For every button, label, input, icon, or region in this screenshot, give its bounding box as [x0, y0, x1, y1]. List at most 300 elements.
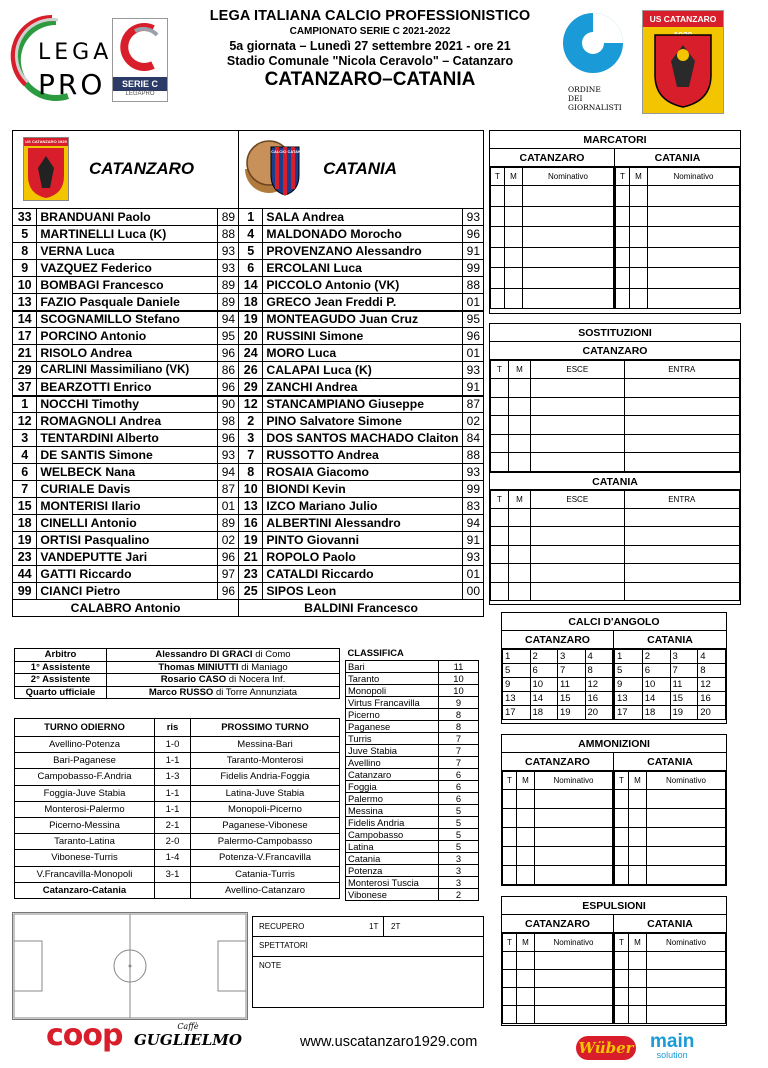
- grid-cell[interactable]: [491, 379, 509, 398]
- standings-row: [346, 780, 479, 792]
- grid-cell[interactable]: [615, 952, 629, 970]
- calci-angolo-box: [501, 612, 727, 724]
- corner-cell[interactable]: 17: [503, 706, 531, 720]
- match-result: 3-1: [155, 866, 191, 882]
- grid-cell[interactable]: [629, 828, 647, 847]
- home-player-year: 02: [217, 532, 238, 549]
- grid-cell[interactable]: [531, 508, 625, 527]
- grid-cell[interactable]: [624, 582, 739, 601]
- away-player-name: ROSAIA Giacomo: [263, 464, 462, 481]
- classifica-title: CLASSIFICA: [347, 647, 404, 659]
- away-team-name: CATANIA: [323, 159, 398, 178]
- grid-row: [491, 206, 614, 227]
- grid-cell[interactable]: [523, 186, 614, 207]
- grid-cell[interactable]: [517, 970, 535, 988]
- grid-row: [616, 268, 740, 289]
- grid-cell[interactable]: [535, 988, 613, 1006]
- grid-cell[interactable]: [629, 809, 647, 828]
- grid-cell[interactable]: [517, 1006, 535, 1024]
- grid-cell[interactable]: [615, 970, 629, 988]
- turni-table: [14, 718, 340, 899]
- grid-cell[interactable]: [509, 527, 531, 546]
- espulsioni-away-grid: [614, 933, 726, 1024]
- official-name: Alessandro DI GRACI: [155, 649, 253, 661]
- corner-cell[interactable]: 2: [642, 650, 670, 664]
- corner-cell[interactable]: 20: [698, 706, 726, 720]
- corner-cell[interactable]: 7: [670, 664, 698, 678]
- league-title: LEGA ITALIANA CALCIO PROFESSIONISTICO: [209, 8, 531, 24]
- catania-crest-icon: [241, 139, 303, 199]
- grid-cell[interactable]: [616, 227, 630, 248]
- odg-line3: GIORNALISTI: [568, 103, 622, 112]
- corner-cell[interactable]: 18: [530, 706, 558, 720]
- corner-cell[interactable]: 1: [615, 650, 643, 664]
- away-player-name: MALDONADO Morocho: [263, 226, 462, 243]
- match-result: 1-3: [155, 769, 191, 785]
- grid-cell[interactable]: [491, 206, 505, 227]
- grid-cell[interactable]: [531, 582, 625, 601]
- corner-row: [503, 650, 613, 664]
- grid-row: [615, 790, 726, 809]
- match-result: 1-1: [155, 801, 191, 817]
- away-player-number: 1: [239, 209, 263, 226]
- grid-cell[interactable]: [491, 564, 509, 583]
- away-player-name: GRECO Jean Freddi P.: [263, 294, 462, 311]
- corner-cell[interactable]: 19: [670, 706, 698, 720]
- grid-cell[interactable]: [491, 397, 509, 416]
- away-player-name: ROPOLO Paolo: [263, 549, 462, 566]
- grid-cell[interactable]: [624, 416, 739, 435]
- grid-cell[interactable]: [531, 416, 625, 435]
- grid-cell[interactable]: [491, 527, 509, 546]
- classifica-table: [345, 646, 479, 901]
- grid-header-m: M: [629, 772, 647, 790]
- away-player-number: 26: [239, 362, 263, 379]
- home-player-name: CINELLI Antonio: [37, 515, 217, 532]
- home-player-name: FAZIO Pasquale Daniele: [37, 294, 217, 311]
- grid-cell[interactable]: [624, 564, 739, 583]
- grid-cell[interactable]: [616, 268, 630, 289]
- fixture-row: [15, 769, 340, 785]
- grid-cell[interactable]: [505, 227, 523, 248]
- grid-cell[interactable]: [517, 952, 535, 970]
- grid-row: [503, 1006, 613, 1024]
- corner-cell[interactable]: 4: [698, 650, 726, 664]
- grid-cell[interactable]: [523, 206, 614, 227]
- grid-cell[interactable]: [523, 268, 614, 289]
- home-player-number: 9: [13, 260, 37, 277]
- corner-cell[interactable]: 1: [503, 650, 531, 664]
- sost-header-t: T: [491, 361, 509, 379]
- grid-row: [616, 186, 740, 207]
- grid-row: [615, 847, 726, 866]
- grid-row: [491, 288, 614, 309]
- corner-row: [503, 692, 613, 706]
- grid-row: [616, 206, 740, 227]
- away-player-year: 99: [462, 481, 484, 498]
- grid-cell[interactable]: [615, 828, 629, 847]
- grid-cell[interactable]: [491, 268, 505, 289]
- corner-cell[interactable]: 11: [558, 678, 586, 692]
- current-match: V.Francavilla-Monopoli: [15, 866, 155, 882]
- grid-cell[interactable]: [491, 508, 509, 527]
- grid-cell[interactable]: [503, 952, 517, 970]
- grid-cell[interactable]: [624, 453, 739, 472]
- grid-cell[interactable]: [624, 545, 739, 564]
- grid-cell[interactable]: [624, 508, 739, 527]
- home-player-number: 6: [13, 464, 37, 481]
- grid-header-nom: Nominativo: [535, 772, 613, 790]
- grid-cell[interactable]: [509, 453, 531, 472]
- home-player-number: 19: [13, 532, 37, 549]
- grid-cell[interactable]: [491, 247, 505, 268]
- grid-cell[interactable]: [535, 970, 613, 988]
- lineup-row: [13, 226, 484, 243]
- match-result: 1-4: [155, 850, 191, 866]
- corner-cell[interactable]: 18: [642, 706, 670, 720]
- grid-cell[interactable]: [491, 288, 505, 309]
- standings-row: [346, 732, 479, 744]
- grid-cell[interactable]: [616, 186, 630, 207]
- grid-cell[interactable]: [630, 186, 648, 207]
- grid-cell[interactable]: [531, 545, 625, 564]
- serie-c-label: SERIE C: [113, 77, 167, 91]
- grid-cell[interactable]: [647, 952, 726, 970]
- grid-cell[interactable]: [624, 379, 739, 398]
- grid-cell[interactable]: [535, 1006, 613, 1024]
- grid-cell[interactable]: [523, 247, 614, 268]
- lineup-row: [13, 532, 484, 549]
- grid-cell[interactable]: [491, 186, 505, 207]
- grid-cell[interactable]: [624, 434, 739, 453]
- corner-cell[interactable]: 7: [558, 664, 586, 678]
- grid-cell[interactable]: [629, 952, 647, 970]
- grid-cell[interactable]: [647, 1006, 726, 1024]
- grid-cell[interactable]: [630, 247, 648, 268]
- marcatori-home-title: CATANZARO: [490, 149, 614, 167]
- grid-header-t: T: [616, 168, 630, 186]
- home-player-name: MONTERISI Ilario: [37, 498, 217, 515]
- corner-cell[interactable]: 9: [503, 678, 531, 692]
- lineup-row: [13, 481, 484, 498]
- grid-cell[interactable]: [491, 582, 509, 601]
- grid-cell[interactable]: [648, 186, 740, 207]
- grid-cell[interactable]: [648, 206, 740, 227]
- grid-cell[interactable]: [629, 1006, 647, 1024]
- grid-cell[interactable]: [648, 268, 740, 289]
- next-match: Catania-Turris: [191, 866, 340, 882]
- corner-cell[interactable]: 8: [698, 664, 726, 678]
- home-player-number: 18: [13, 515, 37, 532]
- grid-cell[interactable]: [615, 790, 629, 809]
- grid-cell[interactable]: [629, 866, 647, 885]
- grid-cell[interactable]: [647, 847, 726, 866]
- home-player-year: 96: [217, 549, 238, 566]
- grid-cell[interactable]: [509, 416, 531, 435]
- corner-cell[interactable]: 3: [558, 650, 586, 664]
- grid-row: [503, 866, 613, 885]
- grid-cell[interactable]: [517, 866, 535, 885]
- grid-row: [491, 268, 614, 289]
- current-match: Vibonese-Turris: [15, 850, 155, 866]
- grid-cell[interactable]: [615, 1006, 629, 1024]
- grid-header-t: T: [503, 772, 517, 790]
- standings-points: 3: [439, 864, 479, 876]
- grid-cell[interactable]: [647, 988, 726, 1006]
- coop-logo: coop: [46, 1018, 123, 1053]
- grid-cell[interactable]: [503, 866, 517, 885]
- grid-row: [615, 866, 726, 885]
- away-player-name: SALA Andrea: [263, 209, 462, 226]
- lineup-row: [13, 396, 484, 413]
- official-entry: [107, 661, 340, 674]
- grid-cell[interactable]: [535, 847, 613, 866]
- grid-cell[interactable]: [616, 247, 630, 268]
- grid-cell[interactable]: [505, 186, 523, 207]
- away-player-number: 16: [239, 515, 263, 532]
- away-player-number: 3: [239, 430, 263, 447]
- home-coach: CALABRO Antonio: [13, 600, 239, 617]
- corner-cell[interactable]: 6: [530, 664, 558, 678]
- lineup-row: [13, 566, 484, 583]
- corner-cell[interactable]: 16: [585, 692, 613, 706]
- grid-cell[interactable]: [648, 288, 740, 309]
- corner-cell[interactable]: 15: [558, 692, 586, 706]
- corner-row: [503, 678, 613, 692]
- grid-cell[interactable]: [531, 564, 625, 583]
- grid-cell[interactable]: [491, 453, 509, 472]
- grid-cell[interactable]: [615, 988, 629, 1006]
- grid-cell[interactable]: [629, 970, 647, 988]
- corner-cell[interactable]: 20: [585, 706, 613, 720]
- home-player-name: DE SANTIS Simone: [37, 447, 217, 464]
- grid-row: [491, 379, 740, 398]
- lineup-row: [13, 328, 484, 345]
- home-player-name: RISOLO Andrea: [37, 345, 217, 362]
- grid-cell[interactable]: [517, 988, 535, 1006]
- home-player-number: 5: [13, 226, 37, 243]
- grid-cell[interactable]: [503, 847, 517, 866]
- grid-cell[interactable]: [491, 416, 509, 435]
- grid-cell[interactable]: [491, 545, 509, 564]
- grid-cell[interactable]: [509, 379, 531, 398]
- grid-cell[interactable]: [503, 790, 517, 809]
- away-player-number: 18: [239, 294, 263, 311]
- current-match: Bari-Paganese: [15, 753, 155, 769]
- corner-cell[interactable]: 3: [670, 650, 698, 664]
- grid-cell[interactable]: [517, 847, 535, 866]
- us-catanzaro-label: US CATANZARO: [643, 11, 723, 27]
- recupero-2t: 2T: [391, 922, 401, 931]
- grid-cell[interactable]: [505, 288, 523, 309]
- away-player-year: 01: [462, 566, 484, 583]
- grid-cell[interactable]: [503, 828, 517, 847]
- standings-points: 6: [439, 768, 479, 780]
- match-result: 1-1: [155, 753, 191, 769]
- grid-cell[interactable]: [535, 866, 613, 885]
- away-player-number: 10: [239, 481, 263, 498]
- grid-cell[interactable]: [535, 809, 613, 828]
- home-player-name: ROMAGNOLI Andrea: [37, 413, 217, 430]
- website-url[interactable]: www.uscatanzaro1929.com: [300, 1034, 478, 1050]
- marcatori-box: [489, 130, 741, 314]
- grid-cell[interactable]: [505, 268, 523, 289]
- corner-cell[interactable]: 12: [698, 678, 726, 692]
- grid-cell[interactable]: [503, 1006, 517, 1024]
- home-player-name: BRANDUANI Paolo: [37, 209, 217, 226]
- next-match: Taranto-Monterosi: [191, 753, 340, 769]
- grid-cell[interactable]: [509, 434, 531, 453]
- grid-cell[interactable]: [523, 227, 614, 248]
- grid-cell[interactable]: [648, 247, 740, 268]
- grid-cell[interactable]: [535, 790, 613, 809]
- home-player-number: 3: [13, 430, 37, 447]
- grid-cell[interactable]: [615, 809, 629, 828]
- corner-cell[interactable]: 6: [642, 664, 670, 678]
- grid-cell[interactable]: [535, 952, 613, 970]
- standings-team: Catania: [346, 852, 439, 864]
- grid-header-nom: Nominativo: [523, 168, 614, 186]
- home-player-year: 96: [217, 379, 238, 396]
- grid-cell[interactable]: [517, 809, 535, 828]
- sostituzioni-title: SOSTITUZIONI: [490, 324, 740, 342]
- grid-cell[interactable]: [647, 790, 726, 809]
- away-player-name: RUSSINI Simone: [263, 328, 462, 345]
- grid-cell[interactable]: [630, 227, 648, 248]
- home-player-year: 96: [217, 430, 238, 447]
- grid-cell[interactable]: [629, 988, 647, 1006]
- standings-team: Vibonese: [346, 888, 439, 900]
- grid-cell[interactable]: [509, 545, 531, 564]
- corner-cell[interactable]: 14: [530, 692, 558, 706]
- grid-cell[interactable]: [624, 527, 739, 546]
- corner-cell[interactable]: 13: [615, 692, 643, 706]
- grid-cell[interactable]: [517, 790, 535, 809]
- match-result: 1-0: [155, 737, 191, 753]
- grid-header-m: M: [517, 934, 535, 952]
- home-player-year: 86: [217, 362, 238, 379]
- official-entry: [107, 674, 340, 687]
- grid-cell[interactable]: [624, 397, 739, 416]
- grid-cell[interactable]: [503, 970, 517, 988]
- standings-points: 10: [439, 684, 479, 696]
- grid-cell[interactable]: [503, 988, 517, 1006]
- corner-cell[interactable]: 10: [530, 678, 558, 692]
- grid-cell[interactable]: [629, 790, 647, 809]
- corner-cell[interactable]: 11: [670, 678, 698, 692]
- standings-points: 6: [439, 780, 479, 792]
- grid-cell[interactable]: [531, 527, 625, 546]
- home-player-number: 33: [13, 209, 37, 226]
- grid-cell[interactable]: [616, 288, 630, 309]
- corner-cell[interactable]: 9: [615, 678, 643, 692]
- corner-cell[interactable]: 5: [503, 664, 531, 678]
- grid-cell[interactable]: [630, 268, 648, 289]
- grid-cell[interactable]: [647, 828, 726, 847]
- next-match: Messina-Bari: [191, 737, 340, 753]
- standings-row: [346, 684, 479, 696]
- grid-cell[interactable]: [509, 508, 531, 527]
- grid-cell[interactable]: [616, 206, 630, 227]
- grid-cell[interactable]: [630, 206, 648, 227]
- home-player-name: VANDEPUTTE Jari: [37, 549, 217, 566]
- corner-cell[interactable]: 16: [698, 692, 726, 706]
- grid-cell[interactable]: [630, 288, 648, 309]
- away-player-number: 21: [239, 549, 263, 566]
- standings-team: Latina: [346, 840, 439, 852]
- grid-cell[interactable]: [491, 227, 505, 248]
- current-match: Avellino-Potenza: [15, 737, 155, 753]
- sost-header-t: T: [491, 490, 509, 508]
- grid-cell[interactable]: [531, 434, 625, 453]
- ammonizioni-away-grid: [614, 771, 726, 885]
- home-player-name: CARLINI Massimiliano (VK): [37, 362, 217, 379]
- corner-row: [615, 664, 726, 678]
- grid-cell[interactable]: [517, 828, 535, 847]
- grid-cell[interactable]: [647, 866, 726, 885]
- grid-cell[interactable]: [503, 809, 517, 828]
- home-player-name: MARTINELLI Luca (K): [37, 226, 217, 243]
- grid-cell[interactable]: [523, 288, 614, 309]
- corner-cell[interactable]: 14: [642, 692, 670, 706]
- grid-header-nom: Nominativo: [647, 934, 726, 952]
- corner-cell[interactable]: 4: [585, 650, 613, 664]
- grid-cell[interactable]: [531, 453, 625, 472]
- corner-cell[interactable]: 15: [670, 692, 698, 706]
- corner-cell[interactable]: 13: [503, 692, 531, 706]
- away-player-year: 88: [462, 277, 484, 294]
- grid-cell[interactable]: [531, 397, 625, 416]
- grid-row: [491, 453, 740, 472]
- grid-cell[interactable]: [648, 227, 740, 248]
- grid-cell[interactable]: [509, 582, 531, 601]
- home-player-number: 15: [13, 498, 37, 515]
- corner-cell[interactable]: 17: [615, 706, 643, 720]
- corner-cell[interactable]: 12: [585, 678, 613, 692]
- grid-cell[interactable]: [535, 828, 613, 847]
- grid-cell[interactable]: [647, 809, 726, 828]
- grid-cell[interactable]: [531, 379, 625, 398]
- grid-cell[interactable]: [509, 564, 531, 583]
- grid-cell[interactable]: [647, 970, 726, 988]
- grid-cell[interactable]: [615, 866, 629, 885]
- home-player-year: 98: [217, 413, 238, 430]
- grid-cell[interactable]: [629, 847, 647, 866]
- corner-cell[interactable]: 2: [530, 650, 558, 664]
- recupero-label: RECUPERO: [259, 922, 305, 931]
- grid-cell[interactable]: [505, 247, 523, 268]
- lineup-row: [13, 515, 484, 532]
- grid-header-m: M: [629, 934, 647, 952]
- away-player-number: 6: [239, 260, 263, 277]
- away-player-year: 91: [462, 379, 484, 396]
- away-player-name: ERCOLANI Luca: [263, 260, 462, 277]
- grid-cell[interactable]: [615, 847, 629, 866]
- grid-cell[interactable]: [505, 206, 523, 227]
- grid-cell[interactable]: [509, 397, 531, 416]
- home-player-number: 17: [13, 328, 37, 345]
- standings-points: 5: [439, 840, 479, 852]
- grid-row: [616, 227, 740, 248]
- away-player-year: 96: [462, 226, 484, 243]
- grid-cell[interactable]: [491, 434, 509, 453]
- espulsioni-home-grid: [502, 933, 613, 1024]
- corner-cell[interactable]: 10: [642, 678, 670, 692]
- corner-cell[interactable]: 5: [615, 664, 643, 678]
- standings-points: 5: [439, 828, 479, 840]
- corner-cell[interactable]: 19: [558, 706, 586, 720]
- corner-cell[interactable]: 8: [585, 664, 613, 678]
